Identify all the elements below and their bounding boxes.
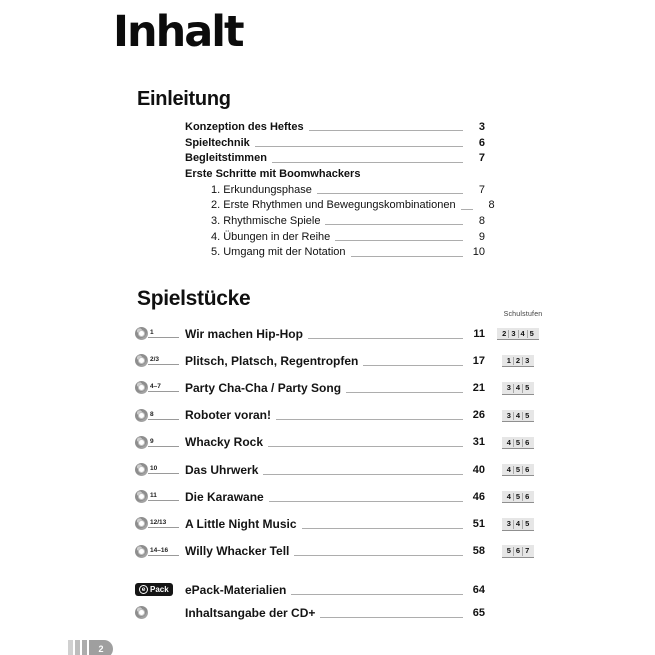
song-page: 51 — [472, 517, 485, 530]
footer-bar — [75, 640, 80, 655]
song-entry — [135, 510, 541, 537]
song-title: Die Karawane — [185, 489, 264, 504]
track-number: 11 — [148, 492, 179, 501]
einleitung-list — [185, 119, 495, 260]
page-title: Inhalt — [113, 7, 243, 57]
page-number-tab: 2 — [89, 640, 113, 655]
school-levels-badge: 5 6 7 — [502, 545, 535, 556]
leader-line — [320, 608, 463, 618]
school-levels-badge: 1 2 3 — [502, 355, 535, 366]
track-number: 12/13 — [148, 519, 179, 528]
cd-icon — [135, 354, 148, 367]
school-levels-badge: 2 3 4 5 — [497, 328, 539, 339]
extra-title: ePack-Materialien — [185, 582, 287, 597]
toc-entry — [185, 119, 485, 135]
leader-line — [461, 201, 473, 210]
epack-icon — [135, 583, 173, 596]
school-levels-badge: 3 4 5 — [502, 382, 535, 393]
toc-entry — [185, 150, 485, 166]
toc-entry-page: 7 — [478, 152, 485, 165]
toc-entry-page: 8 — [488, 199, 495, 212]
cd-icon — [135, 327, 148, 340]
extra-title: Inhaltsangabe der CD+ — [185, 605, 316, 620]
school-levels-badge: 3 4 5 — [502, 410, 535, 421]
leader-line — [255, 138, 463, 147]
track-cell — [135, 381, 179, 394]
section-heading-spielstuecke: Spielstücke — [137, 287, 251, 310]
track-cell — [135, 545, 179, 558]
song-entry — [135, 538, 541, 565]
extra-entry — [135, 601, 541, 624]
song-title: A Little Night Music — [185, 516, 297, 531]
song-page: 46 — [472, 490, 485, 503]
cd-icon — [135, 517, 148, 530]
cd-icon — [135, 490, 148, 503]
leader-line — [309, 122, 463, 131]
leader-line — [363, 356, 463, 366]
schulstufen-column-label: Schulstufen — [503, 311, 543, 318]
song-title: Whacky Rock — [185, 435, 264, 450]
song-page: 31 — [472, 436, 485, 449]
leader-line — [317, 185, 463, 194]
track-cell — [135, 490, 179, 503]
track-cell — [135, 606, 179, 619]
leader-line — [276, 410, 463, 420]
section-heading-einleitung: Einleitung — [137, 88, 231, 110]
school-levels-badge: 4 5 6 — [502, 464, 535, 475]
leader-line — [346, 383, 463, 393]
song-title: Wir machen Hip-Hop — [185, 326, 303, 341]
song-page: 58 — [472, 545, 485, 558]
school-levels-badge: 4 5 6 — [502, 491, 535, 502]
track-cell — [135, 517, 179, 530]
leader-line — [269, 492, 463, 502]
song-page: 21 — [472, 381, 485, 394]
track-cell — [135, 409, 179, 422]
cd-icon — [135, 409, 148, 422]
leader-line — [308, 329, 463, 339]
toc-entry-label: 2. Erste Rhythmen und Bewegungskombinationen — [211, 199, 456, 212]
leader-line — [291, 585, 463, 595]
leader-line — [268, 437, 463, 447]
song-title: Roboter voran! — [185, 408, 272, 423]
song-entry — [135, 347, 541, 374]
toc-entry — [185, 166, 485, 182]
toc-entry-label: 5. Umgang mit der Notation — [211, 246, 346, 259]
page-footer — [68, 640, 113, 655]
extra-page: 64 — [472, 583, 485, 596]
song-entry — [135, 402, 541, 429]
track-number: 14–16 — [148, 547, 179, 556]
toc-entry-page: 3 — [478, 120, 485, 133]
leader-line — [335, 232, 463, 241]
toc-subentry — [185, 245, 485, 261]
toc-entry-label: Spieltechnik — [185, 136, 250, 149]
song-entry — [135, 374, 541, 401]
cd-icon — [135, 381, 148, 394]
song-list — [135, 320, 541, 565]
school-levels-badge: 4 5 6 — [502, 437, 535, 448]
track-number: 8 — [148, 411, 179, 420]
song-page: 26 — [472, 409, 485, 422]
toc-entry-label: 4. Übungen in der Reihe — [211, 230, 331, 243]
toc-entry-page: 6 — [478, 136, 485, 149]
toc-subentry — [185, 182, 485, 198]
toc-subentry — [185, 213, 485, 229]
leader-line — [272, 154, 463, 163]
toc-subentry — [185, 197, 495, 213]
toc-entry-label: Konzeption des Heftes — [185, 120, 304, 133]
song-entry — [135, 429, 541, 456]
track-number: 10 — [148, 465, 179, 474]
song-entry — [135, 483, 541, 510]
toc-entry-label: 1. Erkundungsphase — [211, 183, 312, 196]
extras-list — [135, 578, 541, 624]
track-number: 9 — [148, 438, 179, 447]
leader-line — [325, 216, 463, 225]
toc-entry-label: Begleitstimmen — [185, 152, 267, 165]
song-entry — [135, 456, 541, 483]
track-number: 2/3 — [148, 356, 179, 365]
extra-entry — [135, 578, 541, 601]
school-levels-badge: 3 4 5 — [502, 518, 535, 529]
leader-line — [302, 519, 463, 529]
song-page: 17 — [472, 354, 485, 367]
cd-icon — [135, 545, 148, 558]
song-title: Plitsch, Platsch, Regentropfen — [185, 353, 359, 368]
song-page: 11 — [473, 327, 485, 340]
epack-label: Pack — [150, 584, 169, 594]
cd-icon — [135, 606, 148, 619]
song-title: Party Cha-Cha / Party Song — [185, 380, 342, 395]
extra-page: 65 — [472, 606, 485, 619]
toc-entry-page: 7 — [478, 183, 485, 196]
epack-e-icon: e — [139, 585, 148, 594]
toc-entry-label: Erste Schritte mit Boomwhackers — [185, 167, 361, 180]
track-cell — [135, 436, 179, 449]
footer-bar — [82, 640, 87, 655]
leader-line — [263, 465, 463, 475]
song-entry — [135, 320, 541, 347]
toc-entry-page: 10 — [472, 246, 485, 259]
cd-icon — [135, 436, 148, 449]
song-page: 40 — [472, 463, 485, 476]
footer-bar — [68, 640, 73, 655]
cd-icon — [135, 463, 148, 476]
leader-line — [294, 546, 463, 556]
toc-entry-page: 9 — [478, 230, 485, 243]
song-title: Willy Whacker Tell — [185, 544, 290, 559]
toc-entry-label: 3. Rhythmische Spiele — [211, 214, 321, 227]
toc-entry — [185, 135, 485, 151]
track-cell — [135, 463, 179, 476]
track-cell — [135, 354, 179, 367]
toc-entry-page: 8 — [478, 214, 485, 227]
toc-subentry — [185, 229, 485, 245]
song-title: Das Uhrwerk — [185, 462, 259, 477]
track-cell — [135, 327, 179, 340]
track-number: 1 — [148, 329, 179, 338]
track-cell — [135, 583, 179, 596]
leader-line — [351, 248, 463, 257]
track-number: 4–7 — [148, 383, 179, 392]
